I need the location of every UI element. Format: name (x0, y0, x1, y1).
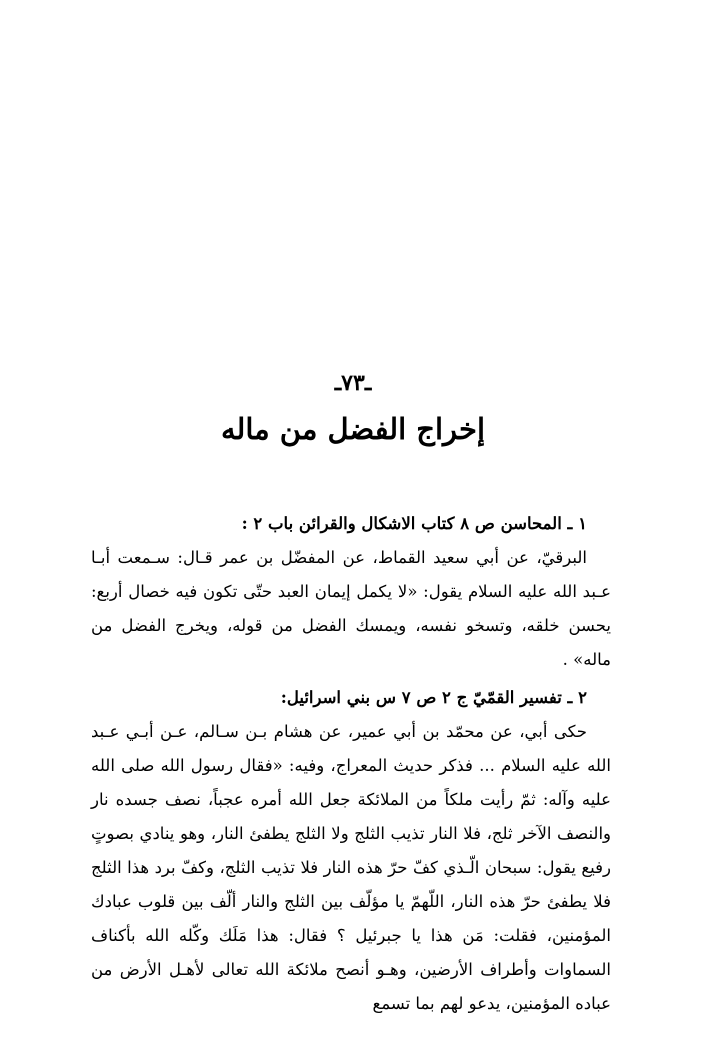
source-heading-1: ١ ـ المحاسن ص ٨ كتاب الاشكال والقرائن باب ٢ : (241, 514, 587, 533)
hadith-text-2: حكى أبي، عن محمّد بن أبي عمير، عن هشام بـن سـالم، عـن أبـي عـبد الله عليه السلام ... فذكر حديث المعراج، وفيه: «فقال رسول الله صلى الله عليه وآله: ثمّ رأيت ملكاً من الملائكة جعل الله أمره عجباً، نصف جسده نار والنصف الآخر ثلج، فلا النار تذيب الثلج ولا الثلج يطفئ النار، وهو ينادي بصوتٍ رفيع يقول: سبحان الّـذي كفّ حرّ هذه النار فلا تذيب الثلج، وكفّ برد هذا الثلج فلا يطفئ حرّ هذه النار، اللّهمّ يا مؤلّف بين الثلج والنار ألّف بين قلوب عبادك المؤمنين، فقلت: مَن هذا يا جبرئيل ؟ فقال: هذا مَلَك وكّله الله بأكناف السماوات وأطراف الأرضين، وهـو أنصح ملائكة الله تعالى لأهـل الأرض من عباده المؤمنين، يدعو لهم بما تسمع (91, 722, 611, 1013)
chapter-title: إخراج الفضل من ماله (220, 412, 486, 446)
hadith-text-1: البرقيّ، عن أبي سعيد القماط، عن المفضّل بن عمر قـال: سـمعت أبـا عـبد الله عليه السلام يقول: «لا يكمل إيمان العبد حتّى تكون فيه خصال أربع: يحسن خلقه، وتسخو نفسه، ويمسك الفضل من قوله، ويخرج الفضل من ماله» . (91, 548, 611, 669)
chapter-number: ـ٧٣ـ (334, 370, 372, 396)
chapter-body (91, 507, 611, 1021)
source-heading-2: ٢ ـ تفسير القمّيّ ج ٢ ص ٧ س بني اسرائيل: (280, 688, 587, 707)
